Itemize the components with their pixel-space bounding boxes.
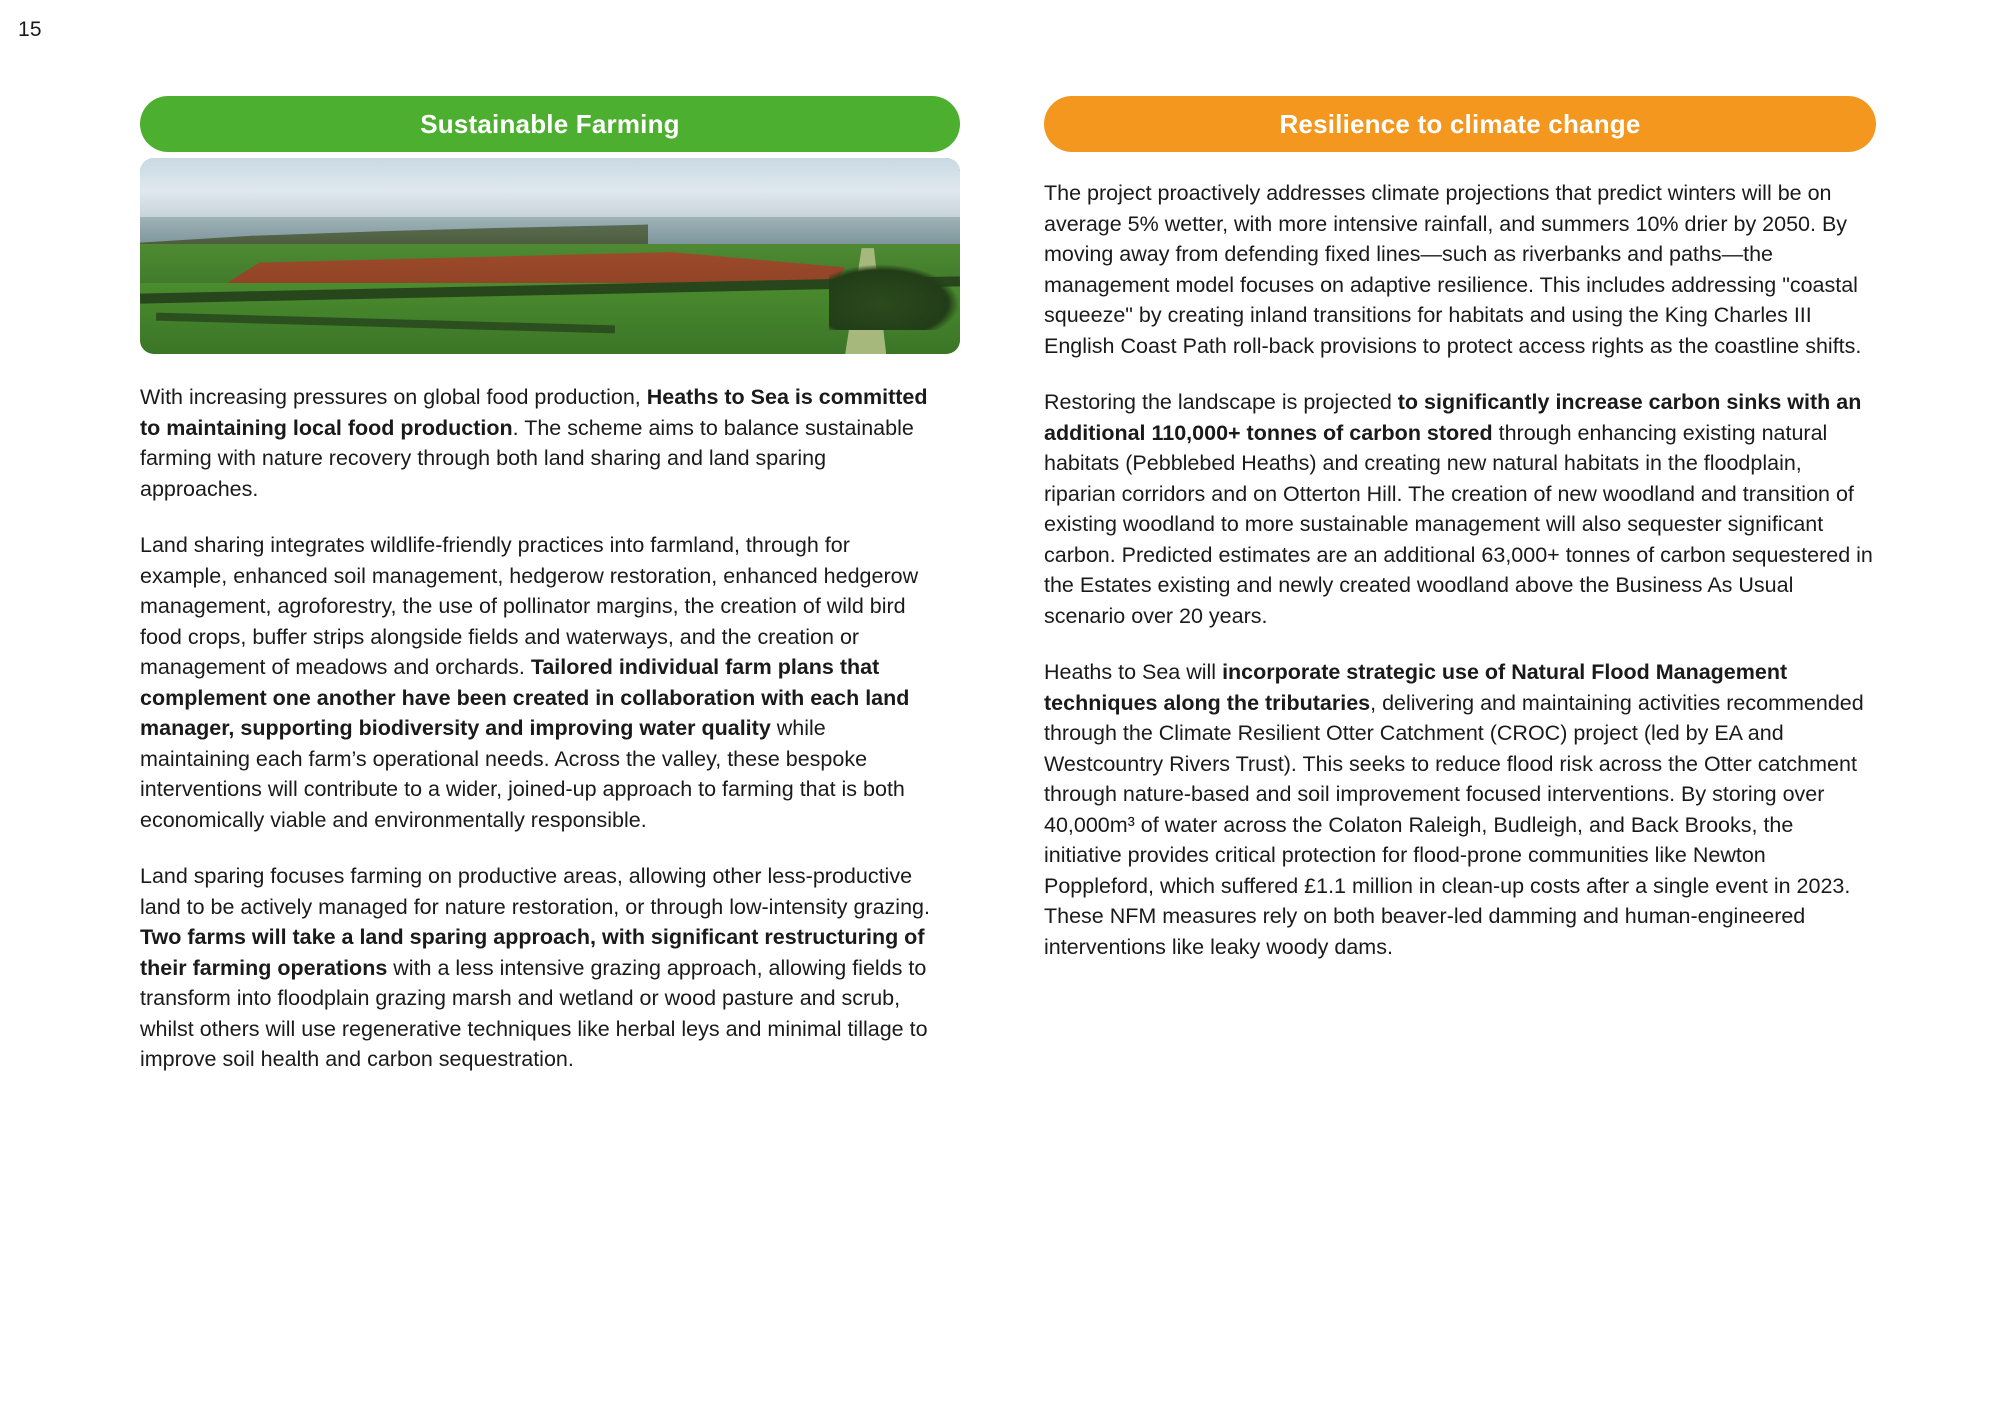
body-text: while maintaining each farm’s operational needs. Across the valley, these bespoke interventions will contribute to a wider, joined-up approach to farming that is both economically viable and environmentally responsible. (140, 716, 905, 832)
section-header-resilience: Resilience to climate change (1044, 96, 1876, 152)
emphasis-text: Tailored individual farm plans that complement one another have been created in collaboration with each land manager, supporting biodiversity and improving water quality (140, 655, 910, 741)
paragraph (140, 530, 935, 835)
section-header-sustainable-farming: Sustainable Farming (140, 96, 960, 152)
emphasis-text: to significantly increase carbon sinks with an additional 110,000+ tonnes of carbon stored (1044, 390, 1862, 445)
column-sustainable-farming (140, 96, 976, 1101)
body-text: . The scheme aims to balance sustainable farming with nature recovery through both land sharing and land sparing approaches. (140, 415, 914, 501)
paragraph (140, 861, 935, 1075)
right-column-body (1044, 178, 1880, 962)
emphasis-text: Two farms will take a land sparing approach, with significant restructuring of their farming operations (140, 925, 925, 980)
body-text: Restoring the landscape is projected (1044, 390, 1398, 415)
page-number: 15 (18, 18, 42, 41)
paragraph (1044, 657, 1874, 962)
emphasis-text: incorporate strategic use of Natural Flood Management techniques along the tributaries (1044, 660, 1788, 715)
body-text: with a less intensive grazing approach, allowing fields to transform into floodplain grazing marsh and wetland or wood pasture and scrub, whilst others will use regenerative techniques like herbal leys and minimal tillage to improve soil health and carbon sequestration. (140, 955, 928, 1072)
emphasis-text: Heaths to Sea is committed to maintaining local food production (140, 385, 928, 440)
farmland-photo (140, 158, 960, 354)
two-column-layout (140, 96, 1880, 1101)
left-column-body (140, 382, 976, 1075)
paragraph (140, 382, 935, 504)
paragraph (1044, 387, 1874, 631)
body-text: Land sharing integrates wildlife-friendly practices into farmland, through for example, enhanced soil management, hedgerow restoration, enhanced hedgerow management, agroforestry, the use of pollinator margins, the creation of wild bird food crops, buffer strips alongside fields and waterways, and the creation or management of meadows and orchards. (140, 533, 919, 680)
body-text: through enhancing existing natural habitats (Pebblebed Heaths) and creating new natural habitats in the floodplain, riparian corridors and on Otterton Hill. The creation of new woodland and transition of existing woodland to more sustainable management will also sequester significant carbon. Predicted estimates are an additional 63,000+ tonnes of carbon sequestered in the Estates existing and newly created woodland above the Business As Usual scenario over 20 years. (1044, 420, 1873, 628)
body-text: With increasing pressures on global food production, (140, 385, 647, 409)
photo-tree-cluster (829, 264, 960, 331)
column-resilience-to-climate-change (1044, 96, 1880, 1101)
body-text: The project proactively addresses climate projections that predict winters will be on average 5% wetter, with more intensive rainfall, and summers 10% drier by 2050. By moving away from defending fixed lines—such as riverbanks and paths—the management model focuses on adaptive resilience. This includes addressing "coastal squeeze" by creating inland transitions for habitats and using the King Charles III English Coast Path roll-back provisions to protect access rights as the coastline shifts. (1044, 181, 1862, 358)
body-text: Heaths to Sea will (1044, 660, 1223, 685)
paragraph (1044, 178, 1874, 361)
body-text: , delivering and maintaining activities recommended through the Climate Resilient Otter Catchment (CROC) project (led by EA and Westcountry Rivers Trust). This seeks to reduce flood risk across the Otter catchment through nature-based and soil improvement focused interventions. By storing over 40,000m³ of water across the Colaton Raleigh, Budleigh, and Back Brooks, the initiative provides critical protection for flood-prone communities like Newton Poppleford, which suffered £1.1 million in clean-up costs after a single event in 2023. These NFM measures rely on both beaver-led damming and human-engineered interventions like leaky woody dams. (1044, 690, 1864, 959)
body-text: Land sparing focuses farming on productive areas, allowing other less-productive land to be actively managed for nature restoration, or through low-intensity grazing. (140, 864, 930, 919)
